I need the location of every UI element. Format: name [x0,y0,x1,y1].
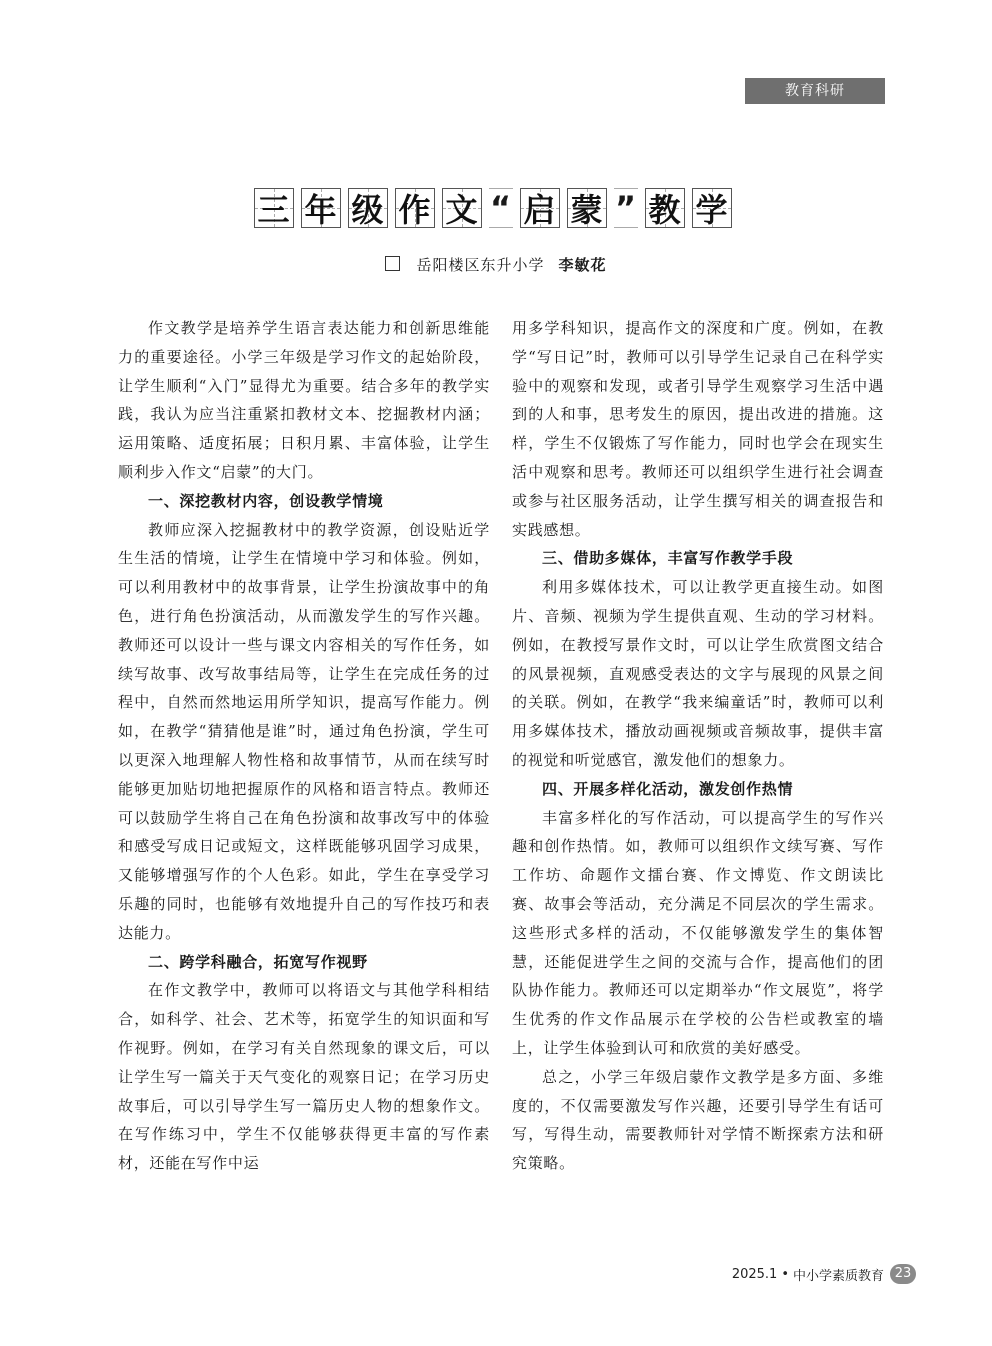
right-column [512,314,884,1178]
issue-number: 2025.1 [731,1266,778,1282]
page-number: 23 [890,1264,916,1284]
title-char: 学 [692,188,732,228]
body-paragraph: 利用多媒体技术，可以让教学更直接生动。如图片、音频、视频为学生提供直观、生动的学习材料。例如，在教授写景作文时，可以让学生欣赏图文结合的风景视频，直观感受表达的文字与展现的风景之间的关联。例如，在教学“我来编童话”时，教师可以利用多媒体技术，播放动画视频或音频故事，提供丰富的视觉和听觉感官，激发他们的想象力。 [512,578,884,769]
body-paragraph: 教师应深入挖掘教材中的教学资源，创设贴近学生生活的情境，让学生在情境中学习和体验。例如，可以利用教材中的故事背景，让学生扮演故事中的角色，进行角色扮演活动，从而激发学生的写作兴趣。教师还可以设计一些与课文内容相关的写作任务，如续写故事、改写故事结局等，让学生在完成任务的过程中，自然而然地运用所学知识，提高写作能力。例如，在教学“猜猜他是谁”时，通过角色扮演，学生可以更深入地理解人物性格和故事情节，从而在续写时能够更加贴切地把握原作的风格和语言特点。教师还可以鼓励学生将自己在角色扮演和故事改写中的体验和感受写成日记或短文，这样既能够巩固学习成果，又能够增强写作的个人色彩。如此，学生在享受学习乐趣的同时，也能够有效地提升自己的写作技巧和表达能力。 [118,520,490,942]
section-heading-1: 一、深挖教材内容，创设教学情境 [148,491,384,510]
page-footer [732,1264,916,1284]
square-bullet-icon [385,256,400,271]
author-name: 李敏花 [558,256,607,274]
title-char: 教 [645,188,685,228]
article-title [0,185,992,231]
title-char: 年 [301,188,341,228]
journal-name: 中小学素质教育 [792,1268,884,1284]
body-paragraph: 丰富多样化的写作活动，可以提高学生的写作兴趣和创作热情。如，教师可以组织作文续写赛、写作工作坊、命题作文擂台赛、作文博览、作文朗读比赛、故事会等活动，充分满足不同层次的学生需求。这些形式多样的活动，不仅能够激发学生的集体智慧，还能促进学生之间的交流与合作，提高他们的团队协作能力。教师还可以定期举办“作文展览”，将学生优秀的作文作品展示在学校的公告栏或教室的墙上，让学生体验到认可和欣赏的美好感受。 [512,808,884,1057]
title-char: 文 [442,188,482,228]
title-char: 级 [348,188,388,228]
title-close-quote: ” [614,189,637,227]
section-heading-3: 三、借助多媒体，丰富写作教学手段 [542,549,794,568]
body-paragraph: 在作文教学中，教师可以将语文与其他学科相结合，如科学、社会、艺术等，拓宽学生的知识面和写作视野。例如，在学习有关自然现象的课文后，可以让学生写一篇关于天气变化的观察日记；在学习历史故事后，可以引导学生写一篇历史人物的想象作文。在写作练习中，学生不仅能够获得更丰富的写作素材，还能在写作中运 [118,981,490,1173]
section-tag: 教育科研 [745,78,885,104]
title-open-quote: “ [489,189,512,227]
title-char: 启 [520,188,560,228]
footer-separator: • [781,1266,789,1282]
school-name: 岳阳楼区东升小学 [416,256,545,274]
title-char: 作 [395,188,435,228]
conclusion-paragraph: 总之，小学三年级启蒙作文教学是多方面、多维度的，不仅需要激发写作兴趣，还要引导学生有话可写，写得生动，需要教师针对学情不断探索方法和研究策略。 [512,1067,884,1173]
title-char: 蒙 [567,188,607,228]
section-heading-2: 二、跨学科融合，拓宽写作视野 [148,952,368,971]
intro-paragraph: 作文教学是培养学生语言表达能力和创新思维能力的重要途径。小学三年级是学习作文的起始阶段，让学生顺利“入门”显得尤为重要。结合多年的教学实践，我认为应当注重紧扣教材文本、挖掘教材内涵；运用策略、适度拓展；日积月累、丰富体验，让学生顺利步入作文“启蒙”的大门。 [118,319,490,481]
body-paragraph-continued: 用多学科知识，提高作文的深度和广度。例如，在教学“写日记”时，教师可以引导学生记录自己在科学实验中的观察和发现，或者引导学生观察学习生活中遇到的人和事，思考发生的原因，提出改进的措施。这样，学生不仅锻炼了写作能力，同时也学会在现实生活中观察和思考。教师还可以组织学生进行社会调查或参与社区服务活动，让学生撰写相关的调查报告和实践感想。 [512,319,884,539]
byline [0,254,992,275]
left-column [118,314,490,1178]
title-char: 三 [254,188,294,228]
section-heading-4: 四、开展多样化活动，激发创作热情 [542,779,794,798]
